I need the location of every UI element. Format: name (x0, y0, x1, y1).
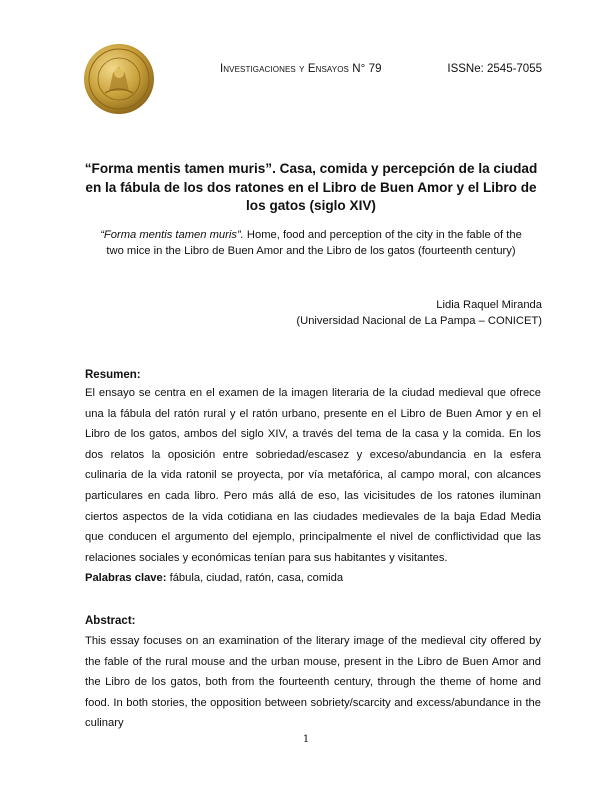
author-block (296, 297, 542, 329)
english-title-quote: “Forma mentis tamen muris”. (100, 229, 244, 241)
resumen-text: El ensayo se centra en el examen de la imagen literaria de la ciudad medieval que ofrece una la fábula del ratón rural y el ratón urbano, presente en el Libro de Buen Amor y en el Libro de los gatos, ambos del siglo XIV, a través del tema de la casa y la comida. En los dos relatos la oposición entre sobriedad/escasez y exceso/abundancia en la esfera culinaria de la vida ratonil se proyecta, por vía metafórica, al campo moral, con alcances particulares en cada libro. Pero más allá de eso, las vicisitudes de los ratones iluminan ciertos aspectos de la vida cotidiana en las ciudades medievales de la baja Edad Media que conducen el argumento del ejemplo, principalmente el nivel de conflictividad que las relaciones sociales y económicas tenían para sus habitantes y visitantes. (85, 387, 541, 564)
abstract-heading: Abstract: (85, 615, 136, 627)
author-affiliation: (Universidad Nacional de La Pampa – CONICET) (296, 315, 542, 327)
issn: ISSNe: 2545-7055 (447, 63, 542, 75)
university-seal-icon (83, 43, 155, 115)
abstract-text: This essay focuses on an examination of the literary image of the medieval city offered by the fable of the rural mouse and the urban mouse, present in the Libro de Buen Amor and the Libro de los gatos, both from the fourteenth century, through the theme of home and food. In both stories, the opposition between sobriety/scarcity and excess/abundance in the culinary (85, 635, 541, 730)
english-title-rest: Home, food and perception of the city in the fable of the two mice in the Libro de Buen Amor and the Libro de los gatos (fourteenth century) (106, 229, 522, 257)
article-title: “Forma mentis tamen muris”. Casa, comida y percepción de la ciudad en la fábula de los dos ratones en el Libro de Buen Amor y el Libro de los gatos (siglo XIV) (84, 161, 538, 213)
running-header (220, 63, 542, 75)
author-name: Lidia Raquel Miranda (436, 299, 542, 311)
resumen-heading: Resumen: (85, 369, 141, 381)
keywords-values: fábula, ciudad, ratón, casa, comida (166, 572, 344, 584)
keywords-label: Palabras clave: (85, 572, 167, 584)
journal-name: Investigaciones y Ensayos N° 79 (220, 63, 382, 75)
keywords (85, 572, 343, 584)
page-number: 1 (302, 734, 310, 745)
english-title (95, 227, 527, 259)
